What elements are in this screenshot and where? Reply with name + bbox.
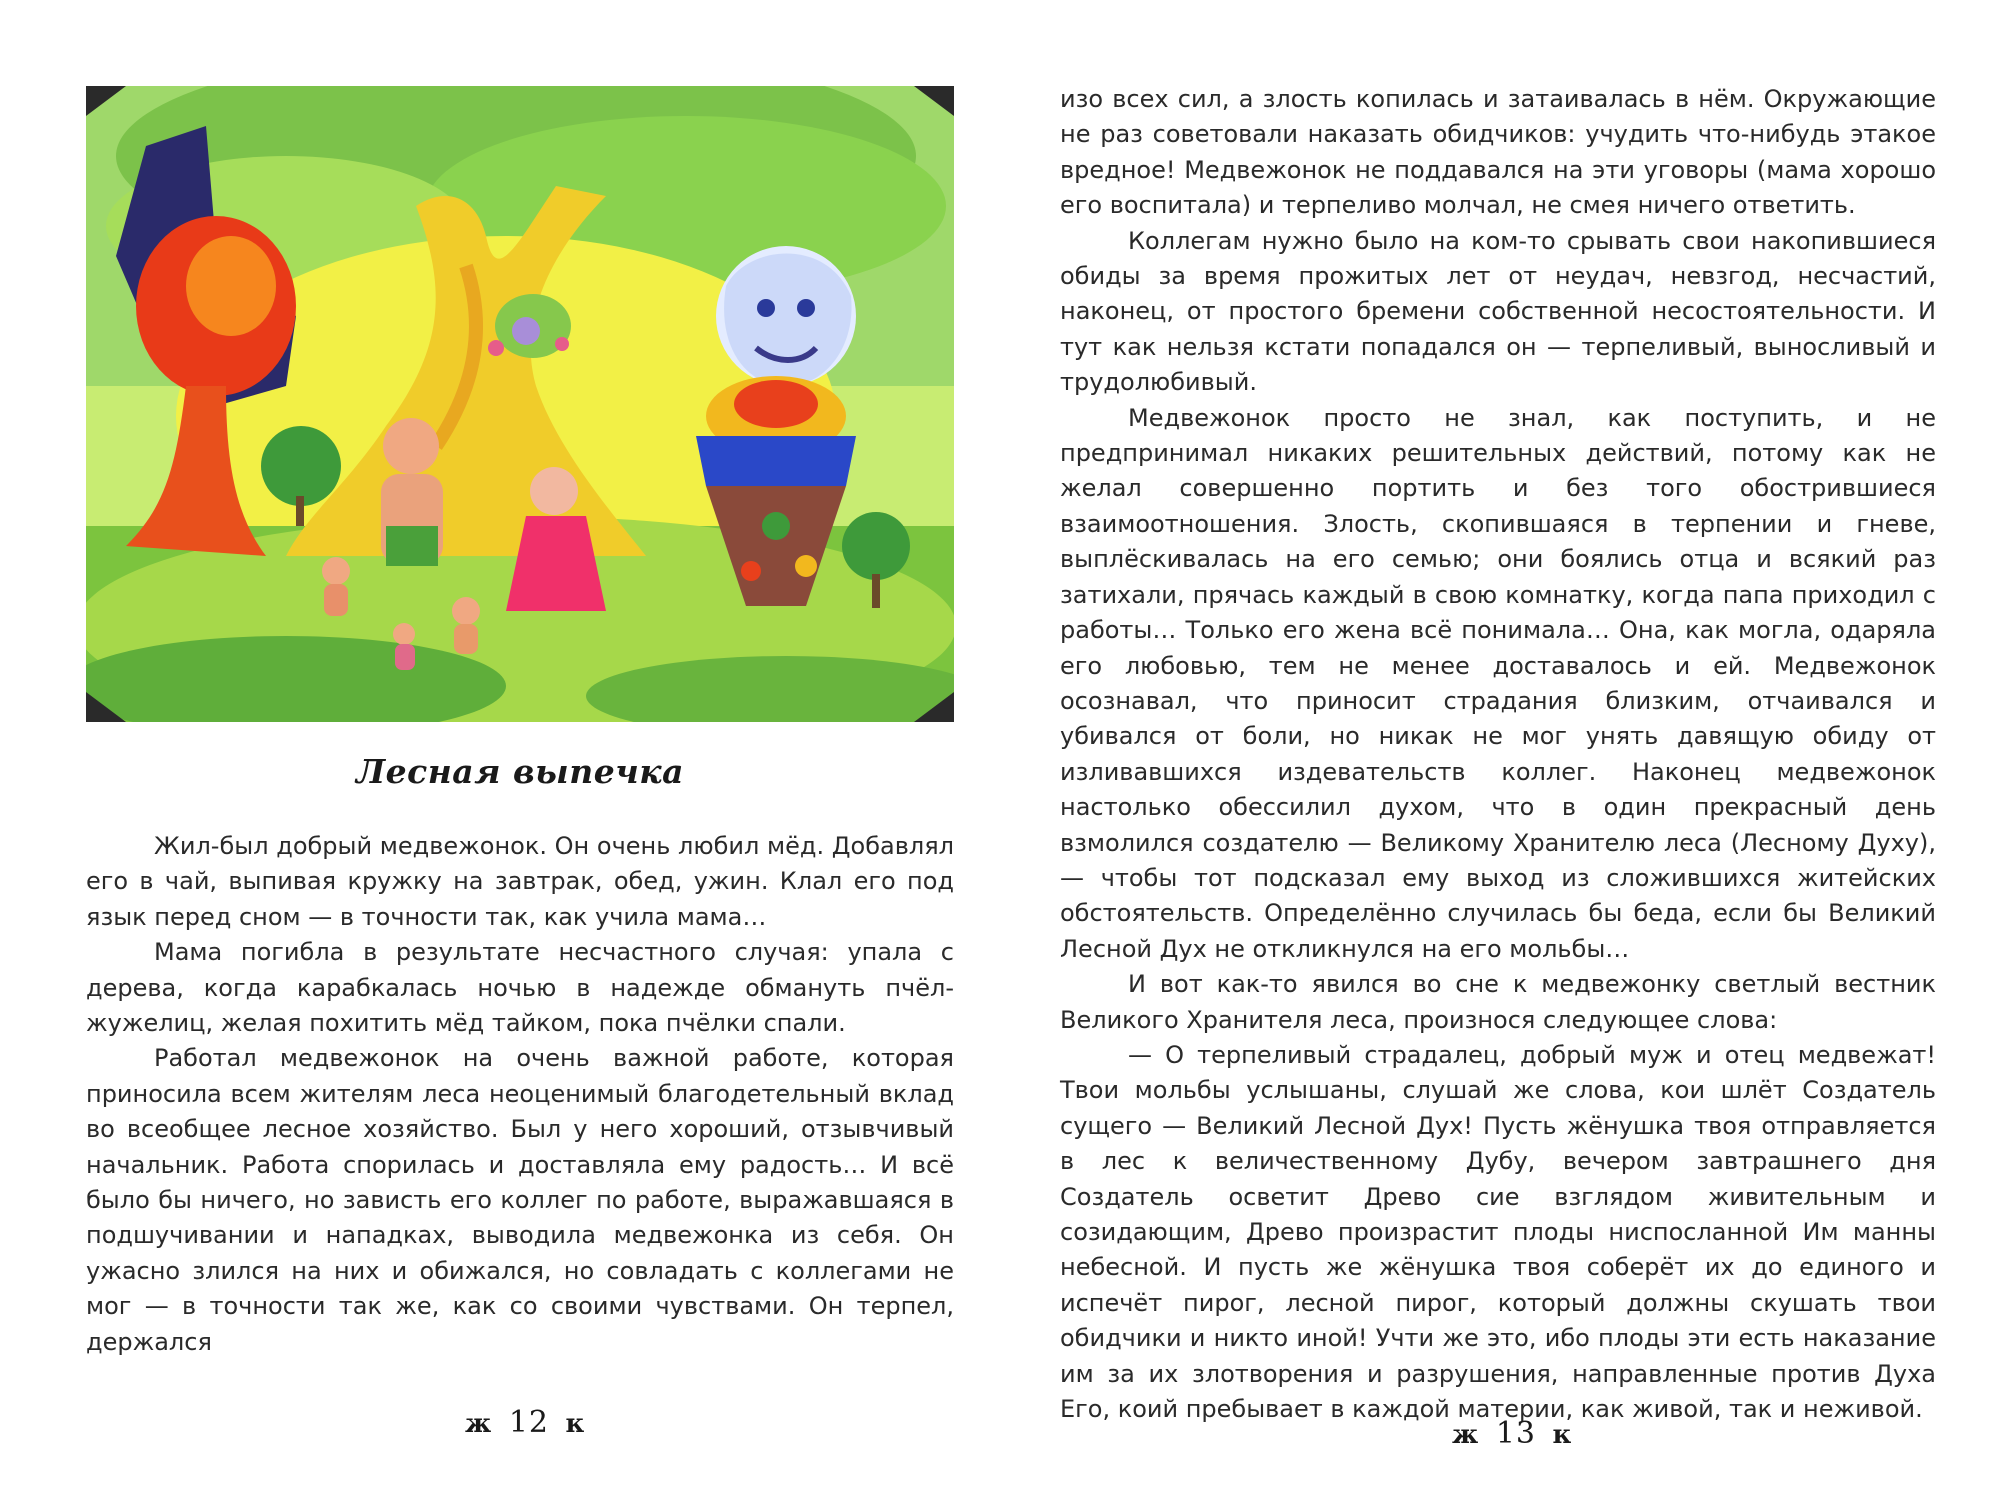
right-paragraph-3: Медвежонок просто не знал, как поступить, и не предпринимал никаких решительных действий, потому как не желал совершенно портить и без того обострившиеся взаимоотношения. Злость, скопившаяся в терпении и гневе, выплёскивалась на его семью; они боялись отца и всякий раз затихали, прячась каждый в свою комнатку, когда папа приходил с работы… Только его жена всё понимала… Она, как могла, одаряла его любовью, тем не менее доставалось и ей. Медвежонок осознавал, что приносит страдания близким, отчаивался и убивался от боли, но никак не мог унять давящую обиду от изливавшихся издевательств коллег. Наконец медвежонок настолько обессилил духом, что в один прекрасный день взмолился создателю — Великому Хранителю леса (Лесному Духу), — чтобы тот подсказал ему выход из сложившихся житейских обстоятельств. Определённо случилась бы беда, если бы Великий Лесной Дух не откликнулся на его мольбы… xyxy=(1060,403,1936,963)
right-paragraph-2: Коллегам нужно было на ком-то срывать свои накопившиеся обиды за время прожитых лет от неудач, невзгод, несчастий, наконец, от простого бремени собственной несостоятельности. И тут как нельзя кстати попадался он — терпеливый, выносливый и трудолюбивый. xyxy=(1060,226,1936,397)
creature-spot-2 xyxy=(795,555,817,577)
left-paragraph-3: Работал медвежонок на очень важной работе, которая приносила всем жителям леса неоценимый благодетельный вклад во всеобщее лесное хозяйство. Был у него хороший, отзывчивый начальник. Работа спорилась и доставляла ему радость… И всё было бы ничего, но зависть его коллег по работе, выражавшаяся в подшучивании и нападках, выводила медвежонка из себя. Он ужасно злился на них и обижался, но совладать с коллегами не мог — в точности так же, как со своими чувствами. Он терпел, держался xyxy=(86,1044,954,1356)
cub-body-2 xyxy=(454,624,478,654)
small-tree-trunk xyxy=(296,496,304,526)
creature-red-center xyxy=(734,380,818,428)
cub-head-3 xyxy=(393,623,415,645)
page-number-right xyxy=(1446,1416,1578,1451)
small-green-tree xyxy=(261,426,341,506)
hollow-creature xyxy=(512,317,540,345)
right-paragraph-1: изо всех сил, а злость копилась и затаивалась в нём. Окружающие не раз советовали наказать обидчиков: учудить что-нибудь этакое вредное! Медвежонок не поддавался на эти уговоры (мама хорошо его воспитала) и терпеливо молчал, не смея ничего ответить. xyxy=(1060,85,1936,220)
right-small-tree xyxy=(842,512,910,580)
right-paragraph-4: И вот как-то явился во сне к медвежонку светлый вестник Великого Хранителя леса, произнося следующее слова: xyxy=(1060,970,1936,1034)
right-page-text xyxy=(1060,82,1936,1427)
cub-body-3 xyxy=(395,644,415,670)
ornament-left-icon: ж xyxy=(465,1409,493,1439)
cub-body-1 xyxy=(324,584,348,616)
ornament-right-icon: к xyxy=(1552,1420,1573,1450)
ornament-right-icon: к xyxy=(565,1409,586,1439)
right-small-tree-trunk xyxy=(872,574,880,608)
page-number-value: 13 xyxy=(1495,1416,1536,1451)
right-paragraph-5: — О терпеливый страдалец, добрый муж и отец медвежат! Твои мольбы услышаны, слушай же слова, кои шлёт Создатель сущего — Великий Лесной Дух! Пусть жёнушка твоя отправляется в лес к величественному Дубу, вечером завтрашнего дня Создатель осветит Древо сие взглядом живительным и созидающим, Древо произрастит плоды ниспосланной Им манны небесной. И пусть же жёнушка твоя соберёт их до единого и испечёт пирог, лесной пирог, который должны скушать твои обидчики и никто иной! Учти же это, ибо плоды эти есть наказание им за их злотворения и разрушения, направленные против Духа Его, коий пребывает в каждой материи, как живой, так и неживой. xyxy=(1060,1040,1936,1424)
painting-canvas xyxy=(86,86,954,722)
cub-head-1 xyxy=(322,557,350,585)
father-bear-head xyxy=(383,418,439,474)
page-number-value: 12 xyxy=(508,1405,549,1440)
forest-painting-illustration xyxy=(86,86,954,722)
page-number-left xyxy=(459,1405,591,1440)
creature-blue-band xyxy=(696,436,856,486)
spirit-eye-right xyxy=(797,299,815,317)
mother-head xyxy=(530,467,578,515)
left-paragraph-1: Жил-был добрый медвежонок. Он очень любил мёд. Добавлял его в чай, выпивая кружку на завтрак, обед, ужин. Клал его под язык перед сном — в точности так, как учила мама… xyxy=(86,832,954,931)
creature-spot-3 xyxy=(741,561,761,581)
hollow-berry xyxy=(488,340,504,356)
creature-spot-1 xyxy=(762,512,790,540)
father-bear-pants xyxy=(386,526,438,566)
ornament-left-icon: ж xyxy=(1452,1420,1480,1450)
right-page xyxy=(1000,0,2000,1509)
cub-head-2 xyxy=(452,597,480,625)
orange-flame xyxy=(186,236,276,336)
spirit-eye-left xyxy=(757,299,775,317)
left-paragraph-2: Мама погибла в результате несчастного случая: упала с дерева, когда карабкалась ночью в надежде обмануть пчёл-жужелиц, желая похитить мёд тайком, пока пчёлки спали. xyxy=(86,938,954,1038)
chapter-title: Лесная выпечка xyxy=(355,752,684,791)
hollow-berry-2 xyxy=(555,337,569,351)
left-page-text xyxy=(86,829,954,1360)
